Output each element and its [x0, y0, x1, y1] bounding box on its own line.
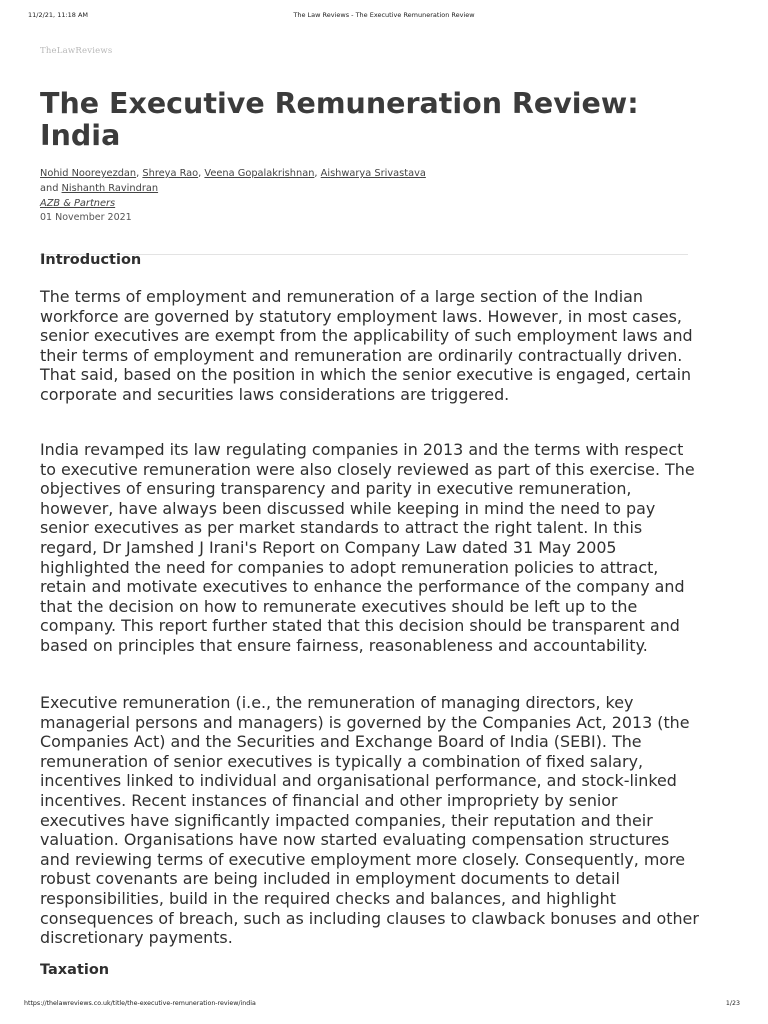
page-number: 1/23 [725, 1000, 740, 1007]
section-heading-taxation: Taxation [40, 962, 110, 978]
author-separator: , [136, 168, 143, 179]
print-header [28, 11, 740, 23]
firm-line [40, 196, 115, 211]
body-paragraph: Executive remuneration (i.e., the remuneration of managing directors, key managerial persons and managers) is governed by the Companies Act, 2013 (the Companies Act) and the Securities and Exchange Board of India (SEBI). The remuneration of senior executives is typically a combination of fixed salary, incentives linked to individual and organisational performance, and stock-linked incentives. Recent instances of financial and other impropriety by senior executives have significantly impacted companies, their reputation and their valuation. Organisations have now started evaluating compensation structures and reviewing terms of executive employment more closely. Consequently, more robust covenants are being included in employment documents to detail responsibilities, build in the required checks and balances, and highlight consequences of breach, such as including clauses to clawback bonuses and other discretionary payments. [40, 693, 699, 948]
author-separator: , [314, 168, 321, 179]
author-link[interactable]: Shreya Rao [142, 168, 199, 179]
firm-link[interactable]: AZB & Partners [40, 198, 116, 209]
section-heading-introduction: Introduction [40, 252, 142, 268]
authors-line [40, 181, 158, 196]
print-datetime: 11/2/21, 11:18 AM [28, 11, 89, 19]
author-link[interactable]: Aishwarya Srivastava [320, 168, 426, 179]
author-link[interactable]: Veena Gopalakrishnan [204, 168, 315, 179]
print-footer [24, 1000, 740, 1010]
publication-date: 01 November 2021 [40, 212, 132, 223]
body-paragraph: The terms of employment and remuneration of a large section of the Indian workforce are governed by statutory employment laws. However, in most cases, senior executives are exempt from the applicability of such employment laws and their terms of employment and remuneration are ordinarily contractually driven. That said, based on the position in which the senior executive is engaged, certain corporate and securities laws considerations are triggered. [40, 287, 693, 404]
author-link[interactable]: Nohid Nooreyezdan [40, 168, 137, 179]
article-title: The Executive Remuneration Review: India [40, 87, 639, 152]
and-word: and [40, 183, 62, 194]
authors-line [40, 166, 426, 181]
body-paragraph: India revamped its law regulating companies in 2013 and the terms with respect to executive remuneration were also closely reviewed as part of this exercise. The objectives of ensuring transparency and parity in executive remuneration, however, have always been discussed while keeping in mind the need to pay senior executives as per market standards to attract the right talent. In this regard, Dr Jamshed J Irani's Report on Company Law dated 31 May 2005 highlighted the need for companies to adopt remuneration policies to attract, retain and motivate executives to enhance the performance of the company and that the decision on how to remunerate executives should be left up to the company. This report further stated that this decision should be transparent and based on principles that ensure fairness, reasonableness and accountability. [40, 440, 695, 655]
author-separator: , [198, 168, 205, 179]
site-logo[interactable]: TheLawReviews [40, 46, 113, 56]
print-url: https://thelawreviews.co.uk/title/the-executive-remuneration-review/india [24, 1000, 256, 1007]
print-page-title: The Law Reviews - The Executive Remuneration Review [293, 11, 475, 19]
author-link[interactable]: Nishanth Ravindran [61, 183, 159, 194]
